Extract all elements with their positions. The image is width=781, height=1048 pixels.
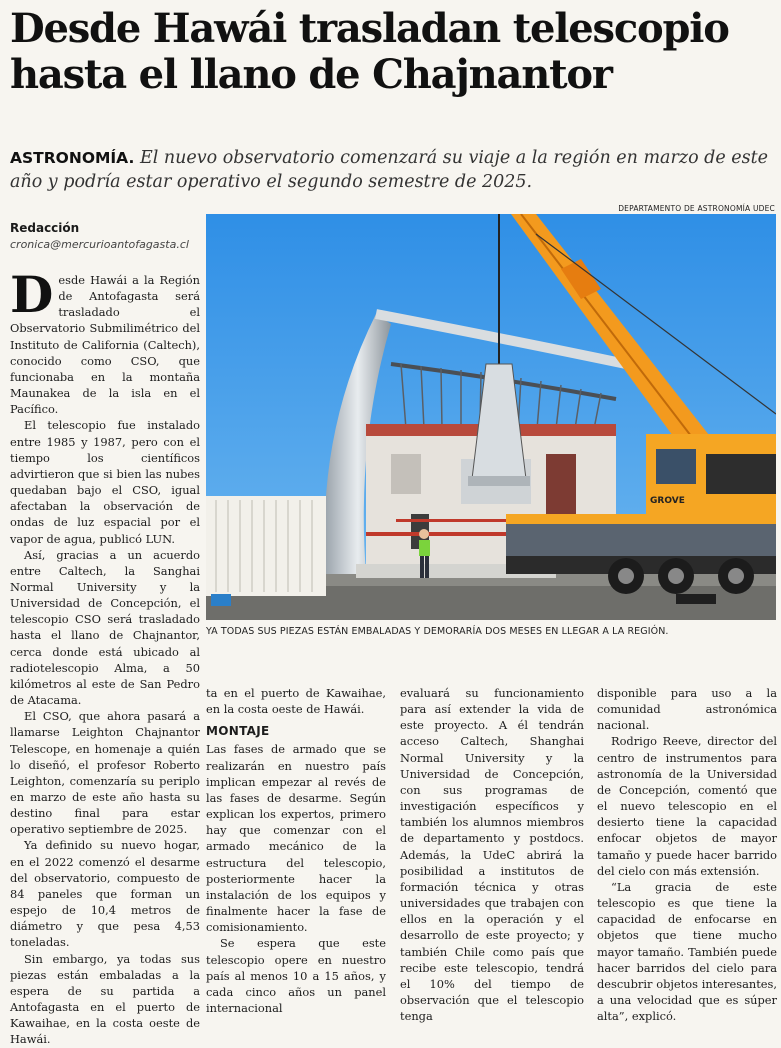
column-1 [10,265,200,1048]
paragraph-montaje-1: Las fases de armado que se realizarán en nuestro país implican empezar al revés de las fases de desarme. Según explican los expertos, primero hay que comenzar con el armado mecánico de la estructura del telescopio, posteriormente hacer la instalación de los equipos y finalmente hacer la fase de comisionamiento. [206,742,386,935]
crane-brand-label: GROVE [650,496,685,506]
paragraph-1: Desde Hawái a la Región de Antofagasta será trasladado el Observatorio Submilimétrico del Instituto de California (Caltech), conocido como CSO, que funcionaba en la montaña Maunakea de la isla en el Pacífico. [10,265,200,417]
column-4 [597,685,777,1024]
paragraph-col4-2: Rodrigo Reeve, director del centro de instrumentos para astronomía de la Universidad de Concepción, comentó que el nuevo telescopio en el desierto tiene la capacidad enfocar objetos de mayor tamaño y puede hacer barrido del cielo con más extensión. [597,734,777,878]
paragraph-3: Así, gracias a un acuerdo entre Caltech, la Sanghai Normal University y la Universidad de Concepción, el telescopio CSO será trasladado hasta el llano de Chajnantor, cerca donde está ubicado al radiotelescopio Alma, a 50 kilómetros al este de San Pedro de Atacama. [10,547,200,708]
paragraph-col4-3: “La gracia de este telescopio es que tiene la capacidad de enfocarse en objetos que tiene mucho mayor tamaño. También puede hacer barridos del cielo para descubrir objetos interesantes, a una velocidad que es súper alta”, explicó. [597,879,777,1024]
deck-text: El nuevo observatorio comenzará su viaje a la región en marzo de este año y podría estar operativo el segundo semestre de 2025. [10,148,769,192]
column-2 [206,685,386,1016]
paragraph-col3: evaluará su funcionamiento para así extender la vida de este proyecto. A él tendrán acceso Caltech, Shanghai Normal University y la Universidad de Concepción, con sus programas de investigación específicos y también los alumnos miembros de departamento y postdocs. Además, la UdeC abrirá la posibilidad a institutos de formación técnica y otras universidades que trabajen con ellos en la operación y el desarrollo de este proyecto; y también Chile como país que recibe este telescopio, tendrá el 10% del tiempo de observación que el telescopio tenga [400,686,584,1024]
paragraph-2: El telescopio fue instalado entre 1985 y 1987, pero con el tiempo los científicos advirtieron que si bien las nubes quedaban bajo el CSO, igual afectaban la observación de ondas de luz espacial por el vapor de agua, publicó LUN. [10,418,200,546]
article-photo [206,214,776,620]
column-3 [400,685,584,1024]
subhead-montaje: MONTAJE [206,724,270,739]
deck [10,146,780,194]
headline: Desde Hawái trasladan telescopio hasta el llano de Chajnantor [10,5,729,98]
author-email[interactable]: cronica@mercurioantofagasta.cl [10,238,189,251]
paragraph-6: Sin embargo, ya todas sus piezas están embaladas a la espera de su partida a Antofagasta en el puerto de Kawaihae, en la costa oeste de Hawái. [10,951,200,1047]
paragraph-montaje-2: Se espera que este telescopio opere en nuestro país al menos 10 a 15 años, y cada cinco años un panel internacional [206,936,386,1015]
paragraph-col4-1: disponible para uso a la comunidad astronómica nacional. [597,686,777,733]
paragraph-4: El CSO, que ahora pasará a llamarse Leighton Chajnantor Telescope, en homenaje a quién lo diseñó, el profesor Roberto Leighton, comenzaría su periplo en marzo de este año hasta su destino final para estar operativo septiembre de 2025. [10,709,200,837]
author: Redacción [10,221,80,235]
paragraph-continuation: ta en el puerto de Kawaihae, en la costa oeste de Hawái. [206,686,386,717]
photo-caption: YA TODAS SUS PIEZAS ESTÁN EMBALADAS Y DEMORARÍA DOS MESES EN LLEGAR A LA REGIÓN. [206,626,669,637]
kicker: ASTRONOMÍA. [10,149,135,167]
byline [10,220,200,254]
paragraph-5: Ya definido su nuevo hogar, en el 2022 comenzó el desarme del observatorio, compuesto de 84 paneles que forman un espejo de 10,4 metros de diámetro y que pesa 4,53 toneladas. [10,838,200,950]
telescope-dome-illustration [206,214,776,620]
photo-credit: DEPARTAMENTO DE ASTRONOMÍA UDEC [618,204,775,213]
dropcap: D [10,265,54,324]
